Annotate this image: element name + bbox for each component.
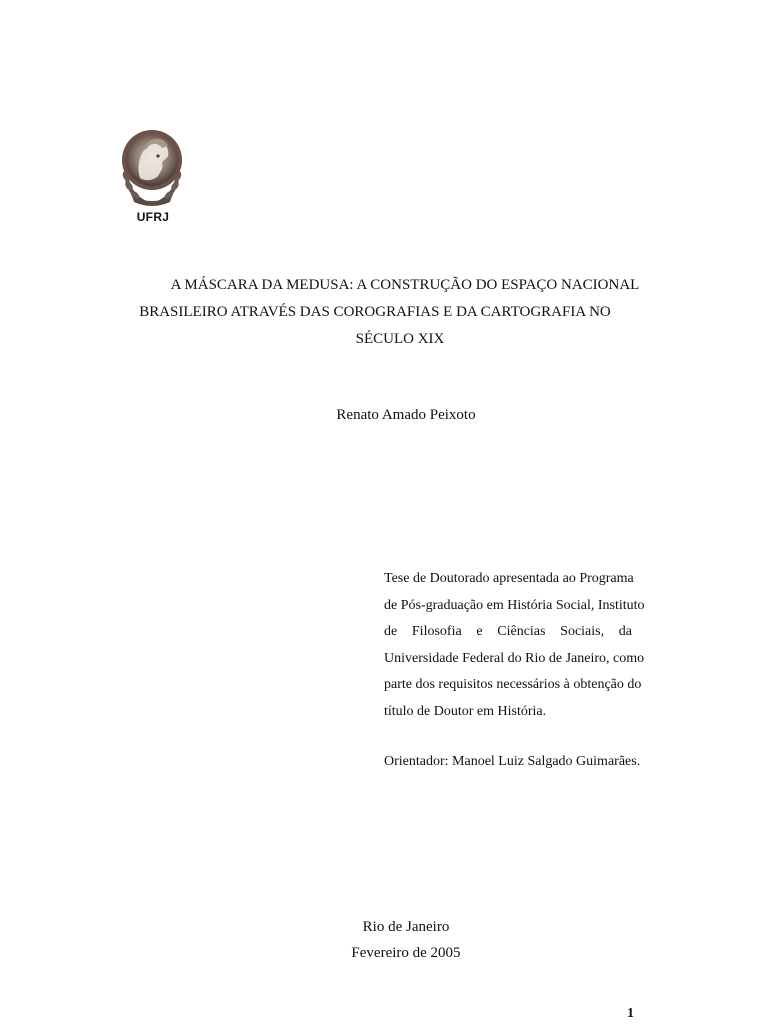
description-line: Universidade Federal do Rio de Janeiro, como — [384, 650, 645, 666]
description-line: de Pós-graduação em História Social, Instituto — [384, 597, 645, 613]
place-and-date — [0, 914, 768, 966]
page-number: 1 — [627, 1006, 634, 1021]
university-label: UFRJ — [136, 210, 170, 224]
author-name: Renato Amado Peixoto — [336, 407, 476, 423]
date: Fevereiro de 2005 — [351, 945, 461, 961]
description-line: título de Doutor em História. — [384, 703, 547, 719]
description-line: Tese de Doutorado apresentada ao Programa — [384, 571, 634, 586]
advisor-line: Orientador: Manoel Luiz Salgado Guimarães. — [384, 754, 641, 769]
thesis-title — [100, 272, 700, 353]
description-line: parte dos requisitos necessários à obtenção do — [384, 677, 642, 693]
thesis-title-line-3: SÉCULO XIX — [355, 331, 445, 347]
description-line: de Filosofia e Ciências Sociais, da — [384, 624, 632, 640]
thesis-title-line-1: A MÁSCARA DA MEDUSA: A CONSTRUÇÃO DO ESPAÇO NACIONAL — [170, 277, 640, 293]
thesis-description — [384, 566, 645, 726]
city: Rio de Janeiro — [362, 919, 450, 935]
thesis-title-line-2: BRASILEIRO ATRAVÉS DAS COROGRAFIAS E DA CARTOGRAFIA NO — [139, 304, 611, 320]
university-seal-icon — [118, 126, 186, 208]
